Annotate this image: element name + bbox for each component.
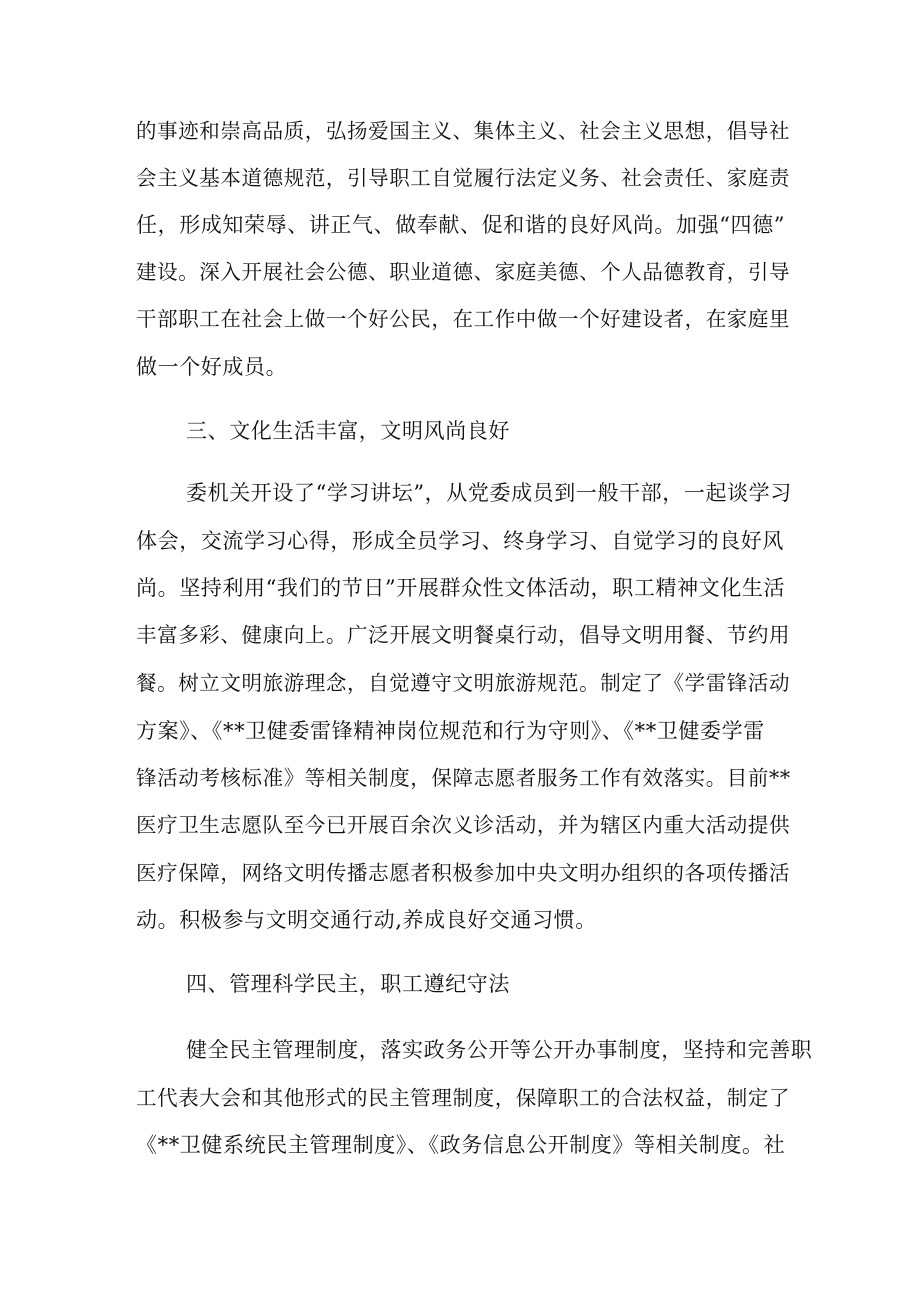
text-line: 会主义基本道德规范，引导职工自觉履行法定义务、社会责任、家庭责 [136, 166, 791, 190]
text-line: 体会，交流学习心得，形成全员学习、终身学习、自觉学习的良好风 [136, 529, 784, 553]
text-line: 健全民主管理制度，落实政务公开等公开办事制度，坚持和完善职 [186, 1038, 813, 1062]
text-line: 动。积极参与文明交通行动,养成良好交通习惯。 [136, 908, 597, 932]
text-line: 医疗卫生志愿队至今已开展百余次义诊活动，并为辖区内重大活动提供 [136, 813, 791, 837]
text-line: 做一个好成员。 [136, 355, 288, 379]
text-line: 委机关开设了“学习讲坛”，从党委成员到一般干部，一起谈学习 [186, 481, 792, 505]
text-line: 尚。坚持利用“我们的节日”开展群众性文体活动，职工精神文化生活 [136, 576, 786, 600]
text-line: 任，形成知荣辱、讲正气、做奉献、促和谐的良好风尚。加强“四德” [136, 213, 786, 237]
text-line: 《**卫健系统民主管理制度》、《政务信息公开制度》等相关制度。社 [136, 1133, 786, 1157]
section-heading-4: 四、管理科学民主，职工遵纪守法 [186, 972, 510, 996]
text-line: 干部职工在社会上做一个好公民，在工作中做一个好建设者，在家庭里 [136, 307, 791, 331]
text-line: 医疗保障，网络文明传播志愿者积极参加中央文明办组织的各项传播活 [136, 861, 791, 885]
text-line: 方案》、《**卫健委雷锋精神岗位规范和行为守则》、《**卫健委学雷 [136, 719, 765, 743]
text-line: 锋活动考核标准》等相关制度，保障志愿者服务工作有效落实。目前** [136, 766, 791, 790]
text-line: 餐。树立文明旅游理念，自觉遵守文明旅游规范。制定了《学雷锋活动 [136, 671, 791, 695]
text-line: 丰富多彩、健康向上。广泛开展文明餐桌行动，倡导文明用餐、节约用 [136, 623, 791, 647]
text-line: 工代表大会和其他形式的民主管理制度，保障职工的合法权益，制定了 [136, 1086, 791, 1110]
text-line: 建设。深入开展社会公德、职业道德、家庭美德、个人品德教育，引导 [136, 260, 791, 284]
section-heading-3: 三、文化生活丰富，文明风尚良好 [186, 419, 510, 443]
text-line: 的事迹和崇高品质，弘扬爱国主义、集体主义、社会主义思想，倡导社 [136, 119, 791, 143]
